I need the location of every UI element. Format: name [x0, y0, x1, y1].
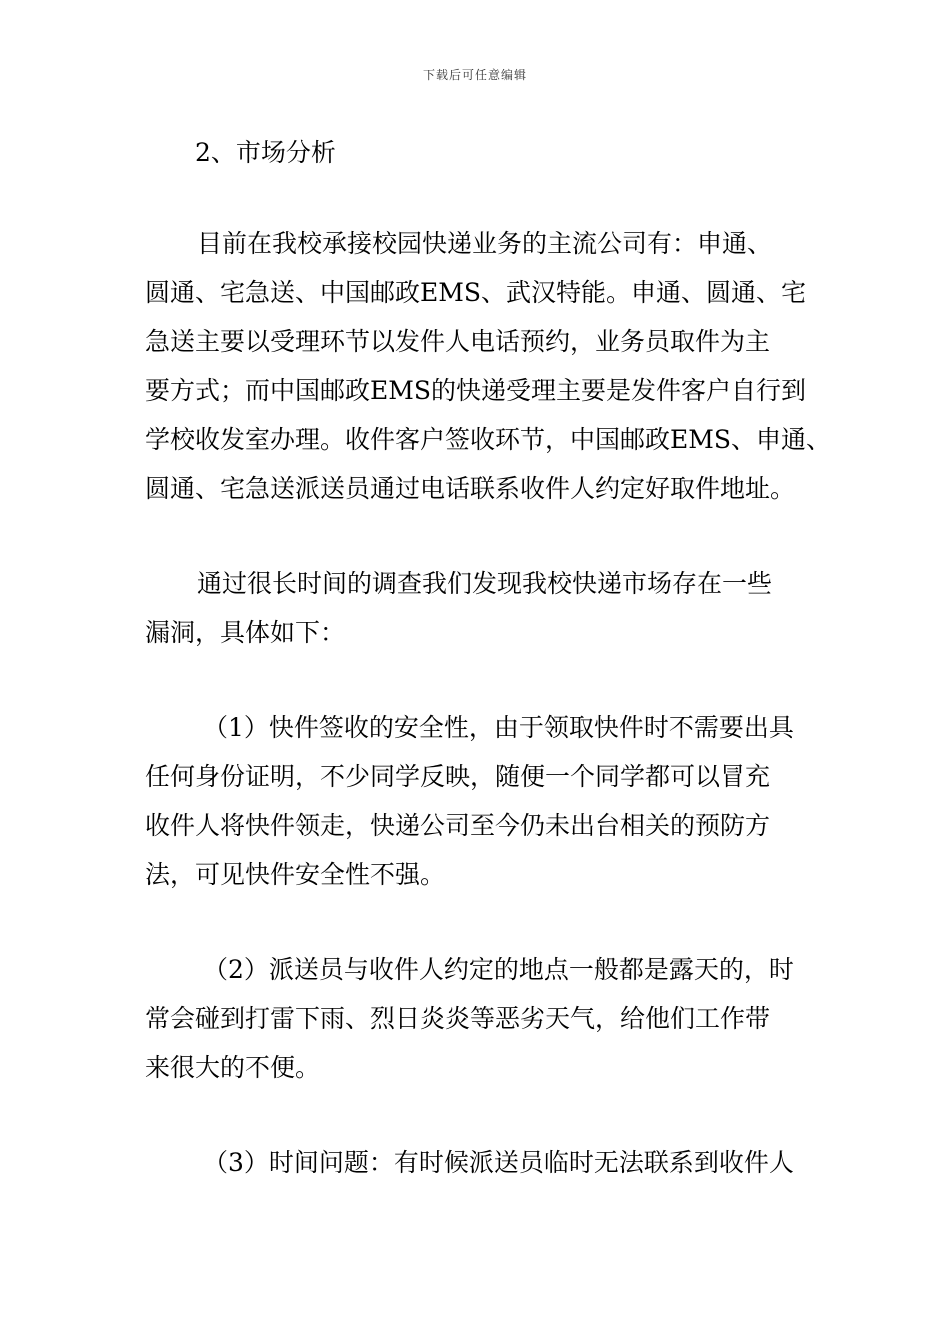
paragraph-survey-findings	[145, 559, 815, 657]
paragraph-line: 来很大的不便。	[145, 1053, 321, 1082]
paragraph-line: 圆通、宅急送、中国邮政EMS、武汉特能。申通、圆通、宅	[145, 278, 806, 307]
paragraph-item-2	[145, 945, 815, 1092]
header-note: 下载后可任意编辑	[422, 68, 527, 82]
paragraph-line: 通过很长时间的调查我们发现我校快递市场存在一些	[197, 569, 773, 598]
paragraph-item-1	[145, 703, 815, 899]
paragraph-line: （1）快件签收的安全性，由于领取快件时不需要出具	[203, 713, 794, 742]
paragraph-item-3	[145, 1138, 815, 1187]
paragraph-line: 要方式；而中国邮政EMS的快递受理主要是发件客户自行到	[145, 376, 806, 405]
paragraph-line: 漏洞，具体如下：	[145, 618, 346, 647]
paragraph-line: 学校收发室办理。收件客户签收环节，中国邮政EMS、申通、	[145, 425, 831, 454]
paragraph-line: 圆通、宅急送派送员通过电话联系收件人约定好取件地址。	[145, 474, 796, 503]
paragraph-line: 收件人将快件领走，快递公司至今仍未出台相关的预防方	[145, 811, 771, 840]
paragraph-line: （2）派送员与收件人约定的地点一般都是露天的，时	[203, 955, 794, 984]
section-heading: 2、市场分析	[195, 138, 336, 167]
paragraph-line: 急送主要以受理环节以发件人电话预约，业务员取件为主	[145, 327, 771, 356]
paragraph-line: 常会碰到打雷下雨、烈日炎炎等恶劣天气，给他们工作带	[145, 1004, 771, 1033]
paragraph-line: 法，可见快件安全性不强。	[145, 860, 446, 889]
paragraph-line: （3）时间问题：有时候派送员临时无法联系到收件人	[203, 1148, 794, 1177]
paragraph-line: 目前在我校承接校园快递业务的主流公司有：申通、	[197, 229, 773, 258]
paragraph-line: 任何身份证明，不少同学反映，随便一个同学都可以冒充	[145, 762, 771, 791]
document-body	[145, 128, 831, 1187]
paragraph-market-companies	[145, 219, 831, 513]
